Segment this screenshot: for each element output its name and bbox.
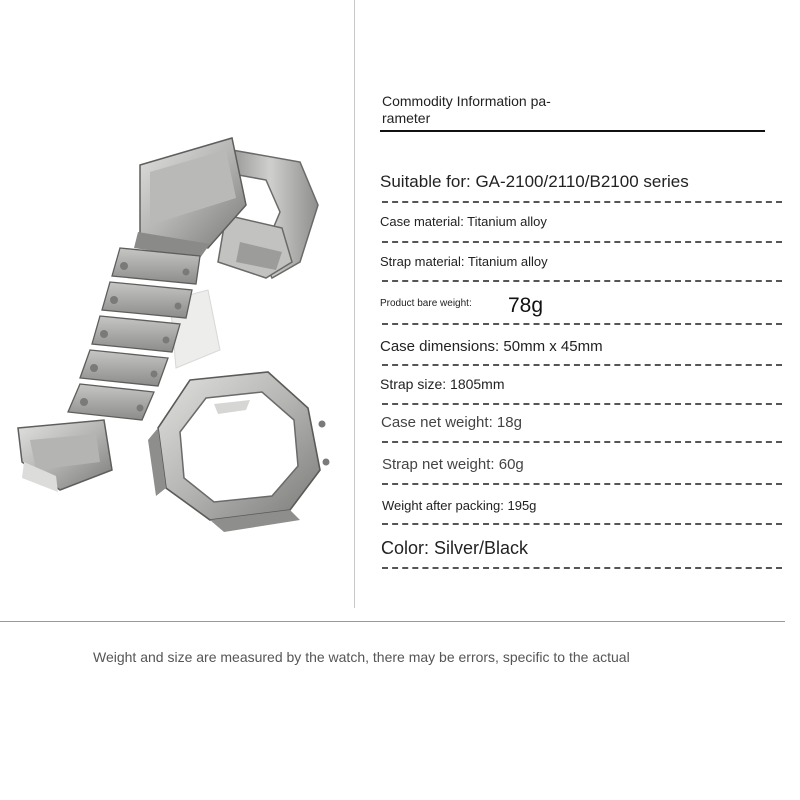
dotted-separator — [382, 241, 782, 243]
dotted-separator — [382, 280, 782, 282]
dotted-separator — [382, 323, 782, 325]
title-underline — [380, 130, 765, 132]
spec-strap-material: Strap material: Titanium alloy — [380, 254, 548, 269]
product-image — [0, 0, 355, 610]
spec-case-net-weight: Case net weight: 18g — [381, 414, 522, 431]
spec-color: Color: Silver/Black — [381, 538, 529, 558]
spec-bare-weight-label: Product bare weight: — [380, 298, 472, 309]
vertical-divider — [354, 0, 355, 608]
horizontal-divider — [0, 621, 785, 622]
dotted-separator — [382, 483, 782, 485]
spec-row-strap-material — [380, 254, 785, 286]
spec-row-case-net-weight — [380, 414, 785, 446]
dotted-separator — [382, 523, 782, 525]
dotted-separator — [382, 567, 782, 569]
spec-case-material: Case material: Titanium alloy — [380, 214, 547, 229]
measurement-disclaimer: Weight and size are measured by the watch, there may be errors, specific to the actual — [93, 649, 630, 665]
dotted-separator — [382, 364, 782, 366]
spec-row-compatibility — [380, 172, 785, 204]
spec-packed-weight: Weight after packing: 195g — [382, 498, 537, 513]
spec-row-bare-weight — [380, 298, 785, 330]
spec-bare-weight-value: 78g — [508, 294, 544, 317]
titanium-strap-and-case-illustration — [0, 0, 355, 610]
dotted-separator — [382, 403, 782, 405]
spec-strap-size: Strap size: 1805mm — [380, 376, 505, 392]
spec-row-packed-weight — [380, 498, 785, 530]
spec-row-color — [380, 538, 785, 574]
spec-row-case-dimensions — [380, 338, 785, 370]
watch-case — [148, 372, 330, 532]
dotted-separator — [382, 201, 782, 203]
spec-row-strap-net-weight — [380, 456, 785, 488]
spec-title-text: Commodity Information pa- rameter — [382, 93, 551, 126]
spec-title — [382, 93, 582, 127]
spec-case-dimensions: Case dimensions: 50mm x 45mm — [380, 338, 603, 355]
spec-compatibility: Suitable for: GA-2100/2110/B2100 series — [380, 172, 689, 191]
spec-row-strap-size — [380, 376, 785, 408]
spec-row-case-material — [380, 214, 785, 246]
spec-strap-net-weight: Strap net weight: 60g — [382, 456, 524, 473]
dotted-separator — [382, 441, 782, 443]
